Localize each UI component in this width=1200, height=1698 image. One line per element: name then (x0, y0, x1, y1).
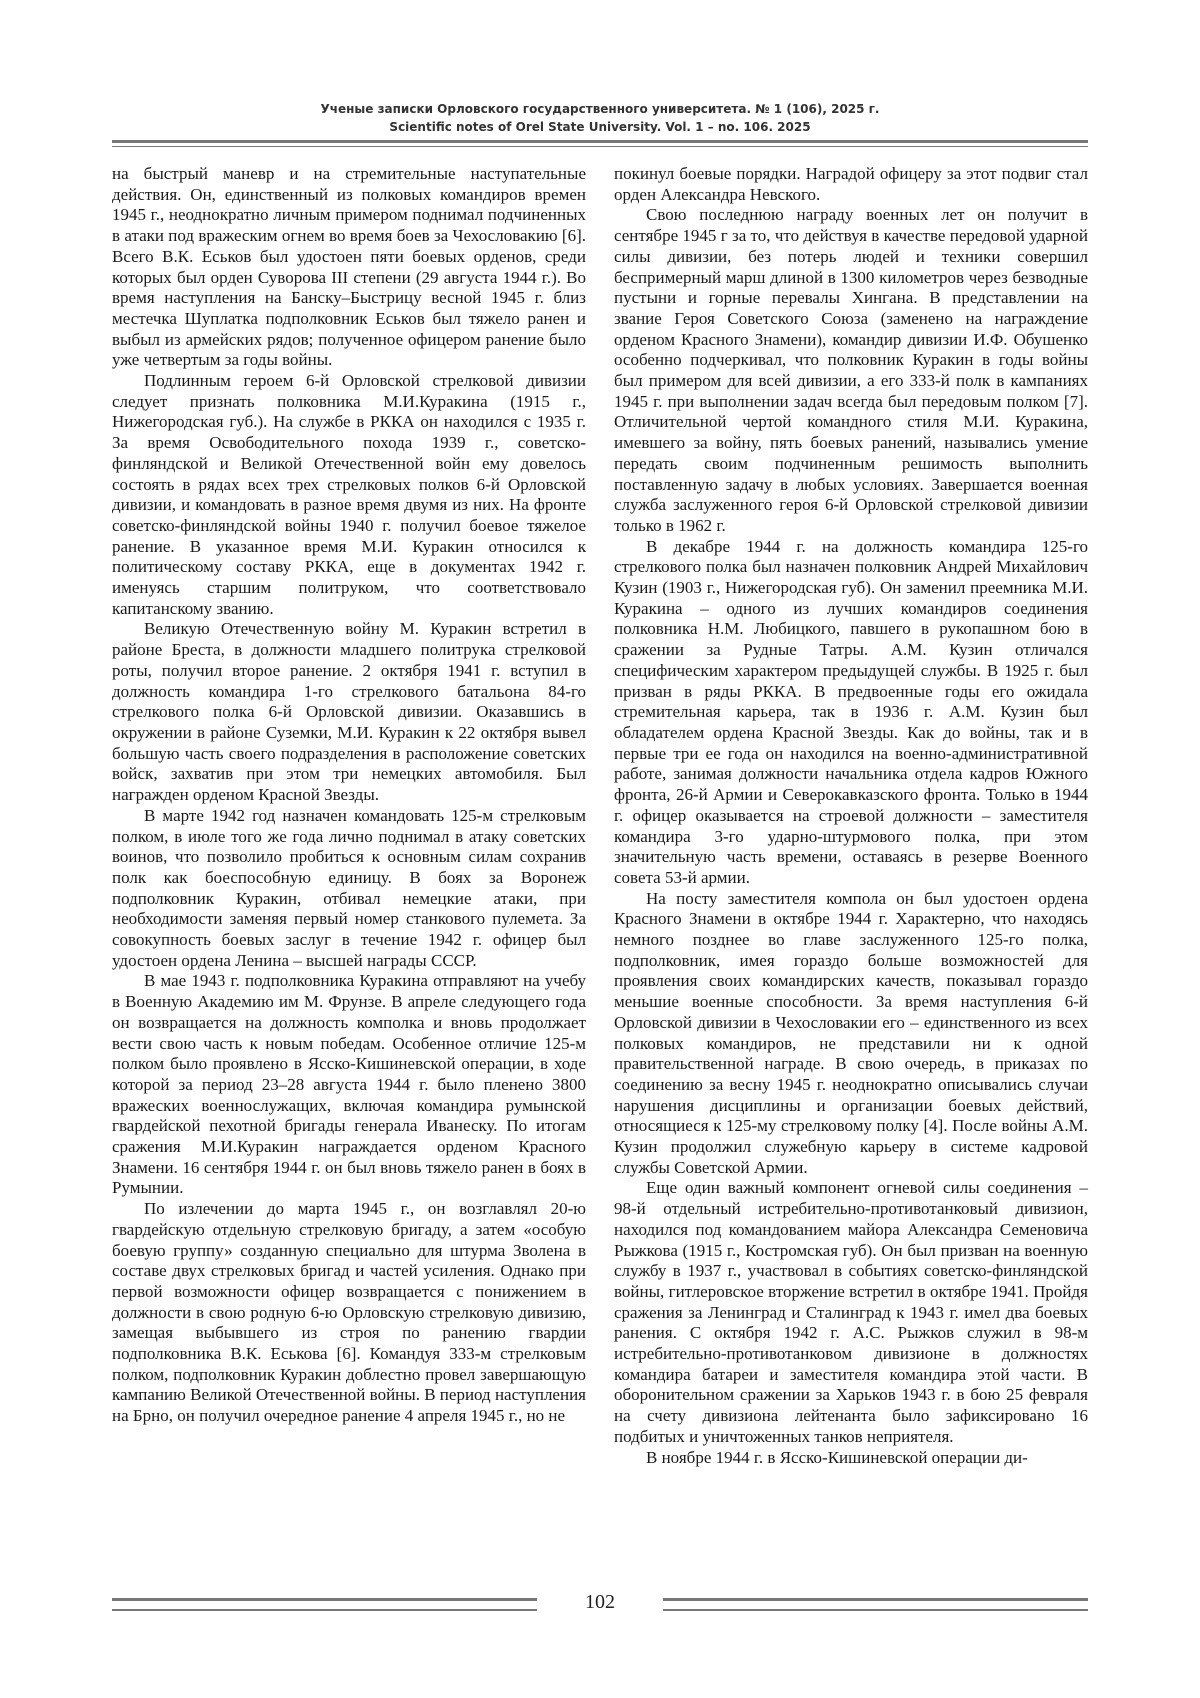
article-body (112, 164, 1088, 1589)
paragraph: В мае 1943 г. подполковника Куракина отправляют на учебу в Военную Академию им М. Фрунзе. В апреле следующего года он возвращается на должность комполка и вновь продолжает вести свою часть к новым победам. Особенное отличие 125-м полком было проявлено в Ясско-Кишиневской операции, в ходе которой за период 23–28 августа 1944 г. было пленено 3800 вражеских военнослужащих, включая командира румынской гвардейской пехотной бригады генерала Иванеску. По итогам сражения М.И.Куракин награждается орденом Красного Знамени. 16 сентября 1944 г. он был вновь тяжело ранен в боях в Румынии. (112, 971, 586, 1198)
journal-title-en: Scientific notes of Orel State University. Vol. 1 – no. 106. 2025 (389, 120, 811, 134)
paragraph: Еще один важный компонент огневой силы соединения – 98-й отдельный истребительно-противотанковый дивизион, находился под командованием майора Александра Семеновича Рыжкова (1915 г., Костромская губ). Он был призван на военную службу в 1937 г., участвовал в событиях советско-финляндской войны, гитлеровское вторжение встретил в октябре 1941. Пройдя сражения за Ленинград и Сталинград к 1943 г. имел два боевых ранения. С октября 1942 г. А.С. Рыжков служил в 98-м истребительно-противотанковом дивизионе в должностях командира батареи и заместителя командира этой части. В оборонительном сражении за Харьков 1943 г. в бою 25 февраля на счету дивизиона лейтенанта было зафиксировано 16 подбитых и уничтоженных танков неприятеля. (614, 1178, 1088, 1446)
paragraph: покинул боевые порядки. Наградой офицеру за этот подвиг стал орден Александра Невского. (614, 164, 1088, 204)
paragraph: В декабре 1944 г. на должность командира 125-го стрелкового полка был назначен полковник Андрей Михайлович Кузин (1903 г., Нижегородская губ). Он заменил преемника М.И. Куракина – одного из лучших командиров соединения полковника Н.М. Любицкого, павшего в рукопашном бою в сражении за Рудные Татры. А.М. Кузин отличался специфическим характером предыдущей службы. В 1925 г. был призван в ряды РККА. В предвоенные годы его ожидала стремительная карьера, так в 1936 г. А.М. Кузин был обладателем ордена Красной Звезды. Как до войны, так и в первые три ее года он находился на военно-административной работе, занимая должности начальника отдела кадров Южного фронта, 26-й Армии и Северокавказского фронта. Только в 1944 г. офицер оказывается на строевой должности – заместителя командира 3-го ударно-штурмового полка, при этом значительную часть времени, оставаясь в резерве Военного совета 53-й армии. (614, 536, 1088, 887)
footer-rule-left (112, 1598, 537, 1611)
paragraph: В марте 1942 год назначен командовать 125-м стрелковым полком, в июле того же года лично поднимал в атаку советских воинов, что позволило пробиться к основным силам сохранив полк как боеспособную единицу. В боях за Воронеж подполковник Куракин, отбивал немецкие атаки, при необходимости заменяя первый номер станкового пулемета. За совокупность боевых заслуг в течение 1942 г. офицер был удостоен ордена Ленина – высшей награды СССР. (112, 805, 586, 970)
paragraph: На посту заместителя компола он был удостоен ордена Красного Знамени в октябре 1944 г. Характерно, что находясь немного позднее во главе заслуженного 125-го полка, подполковник, имея гораздо больше возможностей для проявления своих командирских качеств, показывал гораздо меньшие военные способности. За время наступления 6-й Орловской дивизии в Чехословакии его – единственного из всех полковых командиров, не представили ни к одной правительственной награде. В свою очередь, в приказах по соединению за весну 1945 г. неоднократно описывались случаи нарушения дисциплины и организации боевых действий, относящиеся к 125-му стрелковому полку [4]. После войны А.М. Кузин продолжил служебную карьеру в системе кадровой службы Советской Армии. (614, 888, 1088, 1177)
header-rule (112, 140, 1088, 147)
left-column (112, 164, 586, 1589)
journal-header (112, 100, 1088, 136)
page-number: 102 (585, 1591, 615, 1613)
footer-rule-right (663, 1598, 1088, 1611)
paragraph: Свою последнюю награду военных лет он получит в сентябре 1945 г за то, что действуя в качестве передовой ударной силы дивизии, без потерь людей и техники совершил беспримерный марш длиной в 1300 километров через безводные пустыни и горные перевалы Хингана. В представлении на звание Героя Советского Союза (заменено на награждение орденом Красного Знамени), командир дивизии И.Ф. Обушенко особенно подчеркивал, что полковник Куракин в годы войны был примером для всей дивизии, а его 333-й полк в кампаниях 1945 г. при выполнении задач всегда был передовым полком [7]. Отличительной чертой командного стиля М.И. Куракина, имевшего за войну, пять боевых ранений, назывались умение передать своим подчиненным решимость выполнить поставленную задачу в любых условиях. Завершается военная служба заслуженного героя 6-й Орловской стрелковой дивизии только в 1962 г. (614, 205, 1088, 535)
paragraph: В ноябре 1944 г. в Ясско-Кишиневской операции ди- (646, 1447, 1028, 1467)
journal-title-ru: Ученые записки Орловского государственного университета. № 1 (106), 2025 г. (320, 102, 880, 116)
paragraph: на быстрый маневр и на стремительные наступательные действия. Он, единственный из полковых командиров времен 1945 г., неоднократно личным примером поднимал подчиненных в атаки под вражеским огнем во время боев за Чехословакию [6]. Всего В.К. Еськов был удостоен пяти боевых орденов, среди которых был орден Суворова III степени (29 августа 1944 г.). Во время наступления на Банску–Быстрицу весной 1945 г. близ местечка Шуплатка подполковник Еськов был тяжело ранен и выбыл из армейских рядов; полученное офицером ранение было уже четвертым за годы войны. (112, 164, 586, 370)
paragraph: Подлинным героем 6-й Орловской стрелковой дивизии следует признать полковника М.И.Куракина (1915 г., Нижегородская губ.). На службе в РККА он находился с 1935 г. За время Освободительного похода 1939 г., советско-финляндской и Великой Отечественной войн ему довелось состоять в рядах всех трех стрелковых полков 6-й Орловской дивизии, и командовать в разное время двумя из них. На фронте советско-финляндской войны 1940 г. получил боевое тяжелое ранение. В указанное время М.И. Куракин относился к политическому составу РККА, еще в документах 1942 г. именуясь старшим политруком, что соответствовало капитанскому званию. (112, 371, 586, 618)
paragraph: По излечении до марта 1945 г., он возглавлял 20-ю гвардейскую отдельную стрелковую бригаду, а затем «особую боевую группу» созданную специально для штурма Зволена в составе двух стрелковых бригад и частей усиления. Однако при первой возможности офицер возвращается с понижением в должности в свою родную 6-ю Орловскую стрелковую дивизию, замещая выбывшего из строя по ранению гвардии подполковника В.К. Еськова [6]. Командуя 333-м стрелковым полком, подполковник Куракин доблестно провел завершающую кампанию Великой Отечественной войны. В период наступления на Брно, он получил очередное ранение 4 апреля 1945 г., но не (112, 1199, 586, 1426)
paragraph: Великую Отечественную войну М. Куракин встретил в районе Бреста, в должности младшего политрука стрелковой роты, получил второе ранение. 2 октября 1941 г. вступил в должность командира 1-го стрелкового батальона 84-го стрелкового полка 6-й Орловской дивизии. Оказавшись в окружении в районе Суземки, М.И. Куракин к 22 октября вывел большую часть своего подразделения в расположение советских войск, захватив при этом три немецких автомобиля. Был награжден орденом Красной Звезды. (112, 619, 586, 805)
right-column (614, 164, 1088, 1589)
